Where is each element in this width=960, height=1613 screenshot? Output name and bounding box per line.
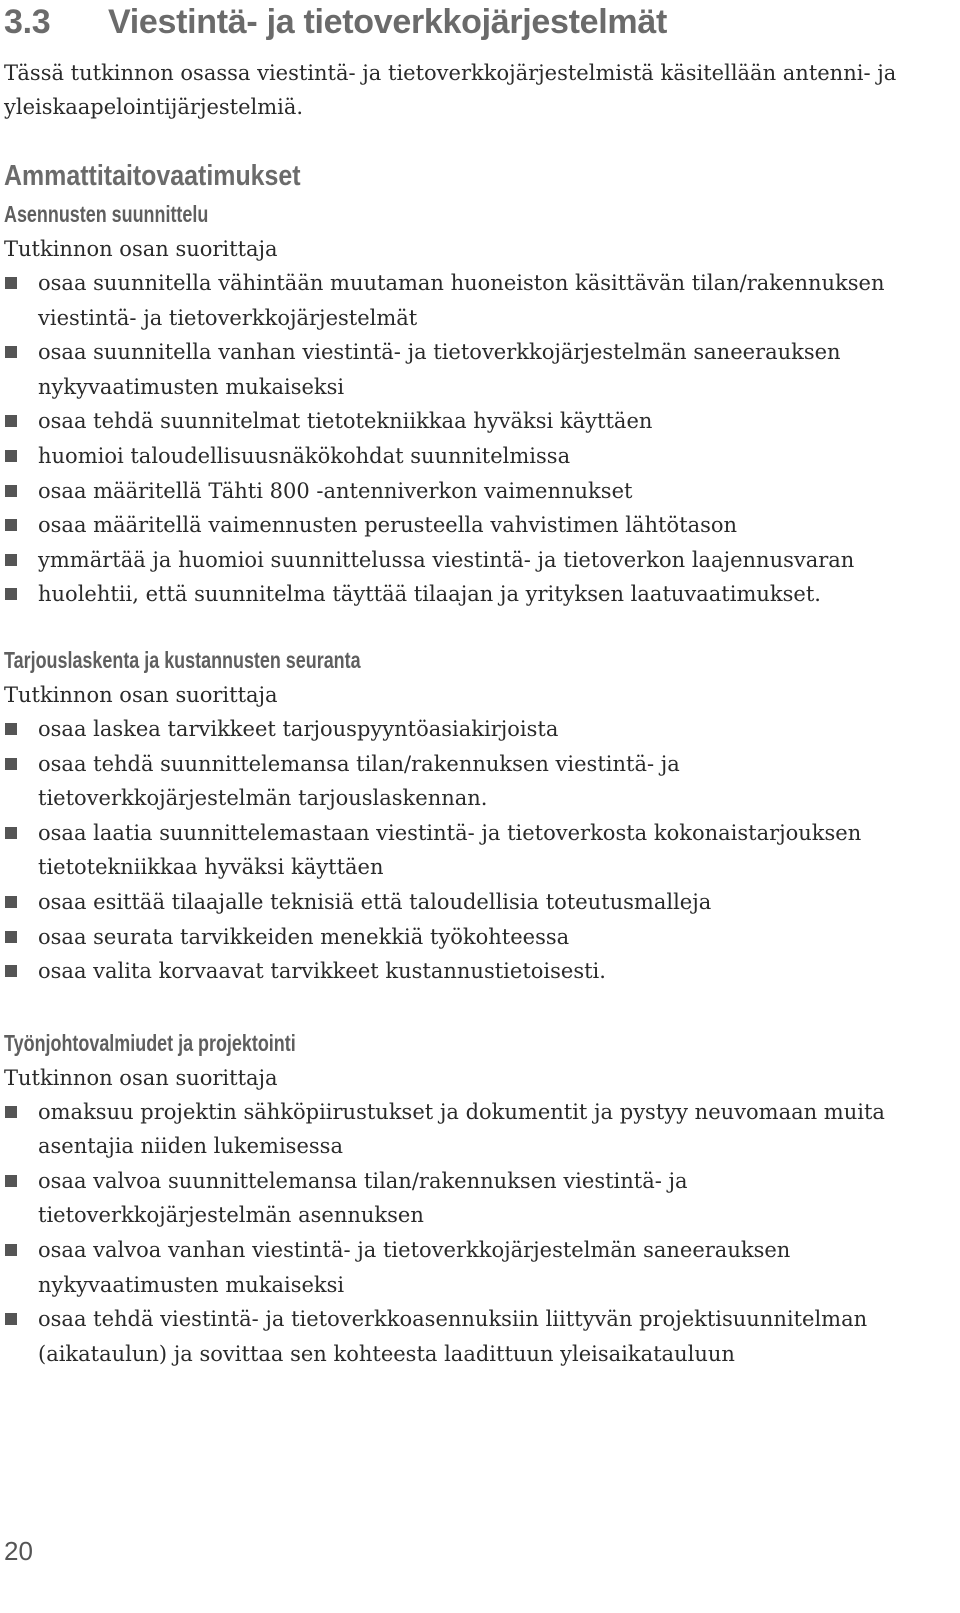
sub-heading: Asennusten suunnittelu	[4, 201, 209, 227]
list-item	[4, 712, 934, 747]
list-item	[4, 920, 934, 955]
block-asennusten-suunnittelu	[4, 196, 934, 612]
section-title	[4, 0, 934, 42]
list-item	[4, 816, 934, 885]
list-item	[4, 1233, 934, 1302]
square-bullet-icon	[5, 588, 17, 600]
square-bullet-icon	[5, 1313, 17, 1325]
requirement-list	[4, 712, 934, 989]
square-bullet-icon	[5, 450, 17, 462]
list-item-text: osaa seurata tarvikkeiden menekkiä työkohteessa	[38, 924, 570, 949]
sub-heading: Tarjouslaskenta ja kustannusten seuranta	[4, 646, 361, 673]
list-item-text: osaa määritellä Tähti 800 -antenniverkon vaimennukset	[38, 478, 633, 503]
square-bullet-icon	[5, 485, 17, 497]
list-item	[4, 404, 934, 439]
block-tyonjohtovalmiudet	[4, 1025, 934, 1372]
list-item	[4, 474, 934, 509]
performer-label: Tutkinnon osan suorittaja	[4, 682, 278, 707]
list-item-text: huolehtii, että suunnitelma täyttää tilaajan ja yrityksen laatuvaatimukset.	[38, 582, 821, 607]
intro-paragraph: Tässä tutkinnon osassa viestintä- ja tietoverkkojärjestelmistä käsitellään antenni- ja yleiskaapelointijärjestelmiä.	[4, 61, 897, 119]
list-item-text: ymmärtää ja huomioi suunnittelussa viestintä- ja tietoverkon laajennusvaran	[38, 547, 855, 572]
requirement-list	[4, 1095, 934, 1372]
square-bullet-icon	[5, 277, 17, 289]
list-item	[4, 747, 934, 816]
list-item-text: osaa tehdä suunnittelemansa tilan/rakennuksen viestintä- ja tietoverkkojärjestelmän tarjouslaskennan.	[38, 751, 680, 811]
list-item-text: osaa suunnitella vähintään muutaman huoneiston käsittävän tilan/rakennuksen viestintä- ja tietoverkkojärjestelmät	[38, 271, 885, 330]
block-tarjouslaskenta	[4, 642, 934, 989]
page-number: 20	[4, 1536, 33, 1566]
list-item	[4, 954, 934, 989]
list-item-text: osaa valvoa vanhan viestintä- ja tietoverkkojärjestelmän saneerauksen nykyvaatimusten mukaiseksi	[38, 1238, 791, 1297]
square-bullet-icon	[5, 896, 17, 908]
sub-heading: Työnjohtovalmiudet ja projektointi	[4, 1029, 296, 1056]
list-item-text: osaa valvoa suunnittelemansa tilan/rakennuksen viestintä- ja tietoverkkojärjestelmän asennuksen	[38, 1168, 688, 1228]
list-item	[4, 335, 934, 404]
list-item-text: osaa valita korvaavat tarvikkeet kustannustietoisesti.	[38, 959, 606, 984]
list-item	[4, 1302, 934, 1371]
main-heading: Ammattitaitovaatimukset	[4, 160, 301, 192]
list-item	[4, 508, 934, 543]
list-item	[4, 577, 934, 612]
square-bullet-icon	[5, 1106, 17, 1118]
list-item-text: huomioi taloudellisuusnäkökohdat suunnitelmissa	[38, 443, 571, 468]
list-item	[4, 1164, 934, 1233]
list-item	[4, 543, 934, 578]
list-item-text: osaa määritellä vaimennusten perusteella vahvistimen lähtötason	[38, 513, 738, 538]
square-bullet-icon	[5, 554, 17, 566]
requirement-list	[4, 266, 934, 612]
section-title-text: Viestintä- ja tietoverkkojärjestelmät	[108, 3, 667, 41]
square-bullet-icon	[5, 965, 17, 977]
list-item	[4, 266, 934, 335]
list-item-text: omaksuu projektin sähköpiirustukset ja dokumentit ja pystyy neuvomaan muita asentajia niiden lukemisessa	[38, 1099, 885, 1159]
list-item	[4, 1095, 934, 1164]
performer-label: Tutkinnon osan suorittaja	[4, 1065, 278, 1090]
square-bullet-icon	[5, 346, 17, 358]
list-item-text: osaa tehdä suunnitelmat tietotekniikkaa hyväksi käyttäen	[38, 409, 653, 434]
square-bullet-icon	[5, 1244, 17, 1256]
square-bullet-icon	[5, 827, 17, 839]
list-item	[4, 439, 934, 474]
document-page	[4, 0, 934, 1371]
list-item-text: osaa suunnitella vanhan viestintä- ja tietoverkkojärjestelmän saneerauksen nykyvaatimusten mukaiseksi	[38, 340, 841, 399]
list-item-text: osaa laskea tarvikkeet tarjouspyyntöasiakirjoista	[38, 716, 559, 741]
list-item-text: osaa laatia suunnittelemastaan viestintä- ja tietoverkosta kokonaistarjouksen tietotekniikkaa hyväksi käyttäen	[38, 820, 862, 880]
list-item	[4, 885, 934, 920]
square-bullet-icon	[5, 931, 17, 943]
square-bullet-icon	[5, 758, 17, 770]
performer-label: Tutkinnon osan suorittaja	[4, 237, 278, 261]
list-item-text: osaa esittää tilaajalle teknisiä että taloudellisia toteutusmalleja	[38, 889, 712, 914]
square-bullet-icon	[5, 519, 17, 531]
square-bullet-icon	[5, 415, 17, 427]
square-bullet-icon	[5, 1175, 17, 1187]
square-bullet-icon	[5, 723, 17, 735]
section-number: 3.3	[4, 3, 51, 41]
list-item-text: osaa tehdä viestintä- ja tietoverkkoasennuksiin liittyvän projektisuunnitelman (aikataulun) ja sovittaa sen kohteesta laadittuun yleisaikatauluun	[38, 1307, 868, 1366]
